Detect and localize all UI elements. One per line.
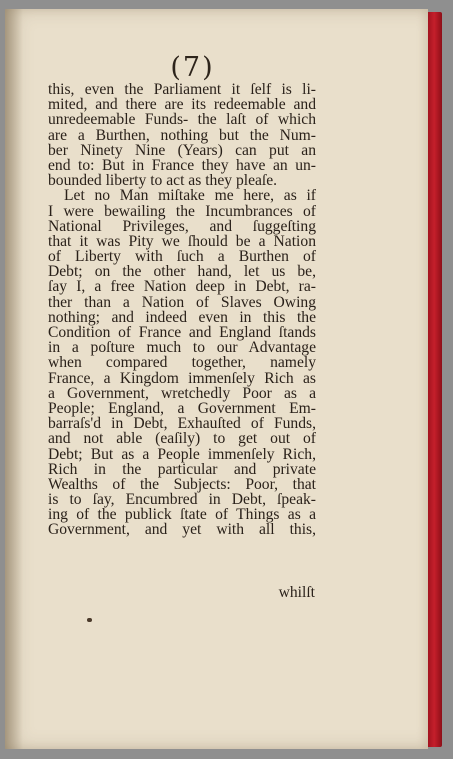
text-line: unredeemable Funds- the laſt of which [48,111,316,129]
page-number: (7) [170,52,215,83]
text-line: Debt; on the other hand, let us be, [48,263,316,281]
text-line: National Privileges, and ſuggeſting [48,217,316,235]
text-line: ther than a Nation of Slaves Owing [48,293,316,311]
ink-speck [87,618,92,622]
text-line: People; England, a Government Em- [48,399,316,417]
text-line: ing of the publick ſtate of Things as a [48,506,316,524]
text-line: and not able (eaſily) to get out of [48,430,316,448]
gutter-shadow [5,9,23,749]
text-line: are a Burthen, nothing but the Num- [48,126,316,144]
text-line: that it was Pity we ſhould be a Nation [48,232,316,250]
text-line: Let no Man miſtake me here, as if [64,187,316,205]
text-line: end to: But in France they have an un- [48,156,316,174]
text-line: Debt; But as a People immenſely Rich, [48,445,316,463]
text-line: Condition of France and England ſtands [48,324,316,341]
text-line: in a poſture much to our Advantage [48,339,316,357]
catchword: whilſt [278,584,315,601]
red-cover-edge [428,12,442,747]
text-line: ſay I, a free Nation deep in Debt, ra- [48,278,316,296]
text-line: when compared together, namely [48,354,316,372]
text-line: this, even the Parliament it ſelf is li- [48,81,316,98]
text-line: bounded liberty to act as they pleaſe. [48,172,278,190]
text-line: I were bewailing the Incumbrances of [48,202,316,220]
text-line: France, a Kingdom immenſely Rich as [48,369,316,387]
text-line: a Government, wretchedly Poor as a [48,384,316,402]
text-line: is to ſay, Encumbred in Debt, ſpeak- [48,491,316,509]
body-text [48,82,316,538]
text-line: barraſs'd in Debt, Exhauſted of Funds, [48,415,316,433]
text-line: ber Ninety Nine (Years) can put an [48,141,316,159]
text-line: of Liberty with ſuch a Burthen of [48,248,316,266]
text-line: Government, and yet with all this, [48,521,316,539]
text-line: nothing; and indeed even in this the [48,308,316,326]
text-line: Wealths of the Subjects: Poor, that [48,475,316,493]
text-line: mited, and there are its redeemable and [48,96,316,114]
text-line: Rich in the particular and private [48,460,316,478]
